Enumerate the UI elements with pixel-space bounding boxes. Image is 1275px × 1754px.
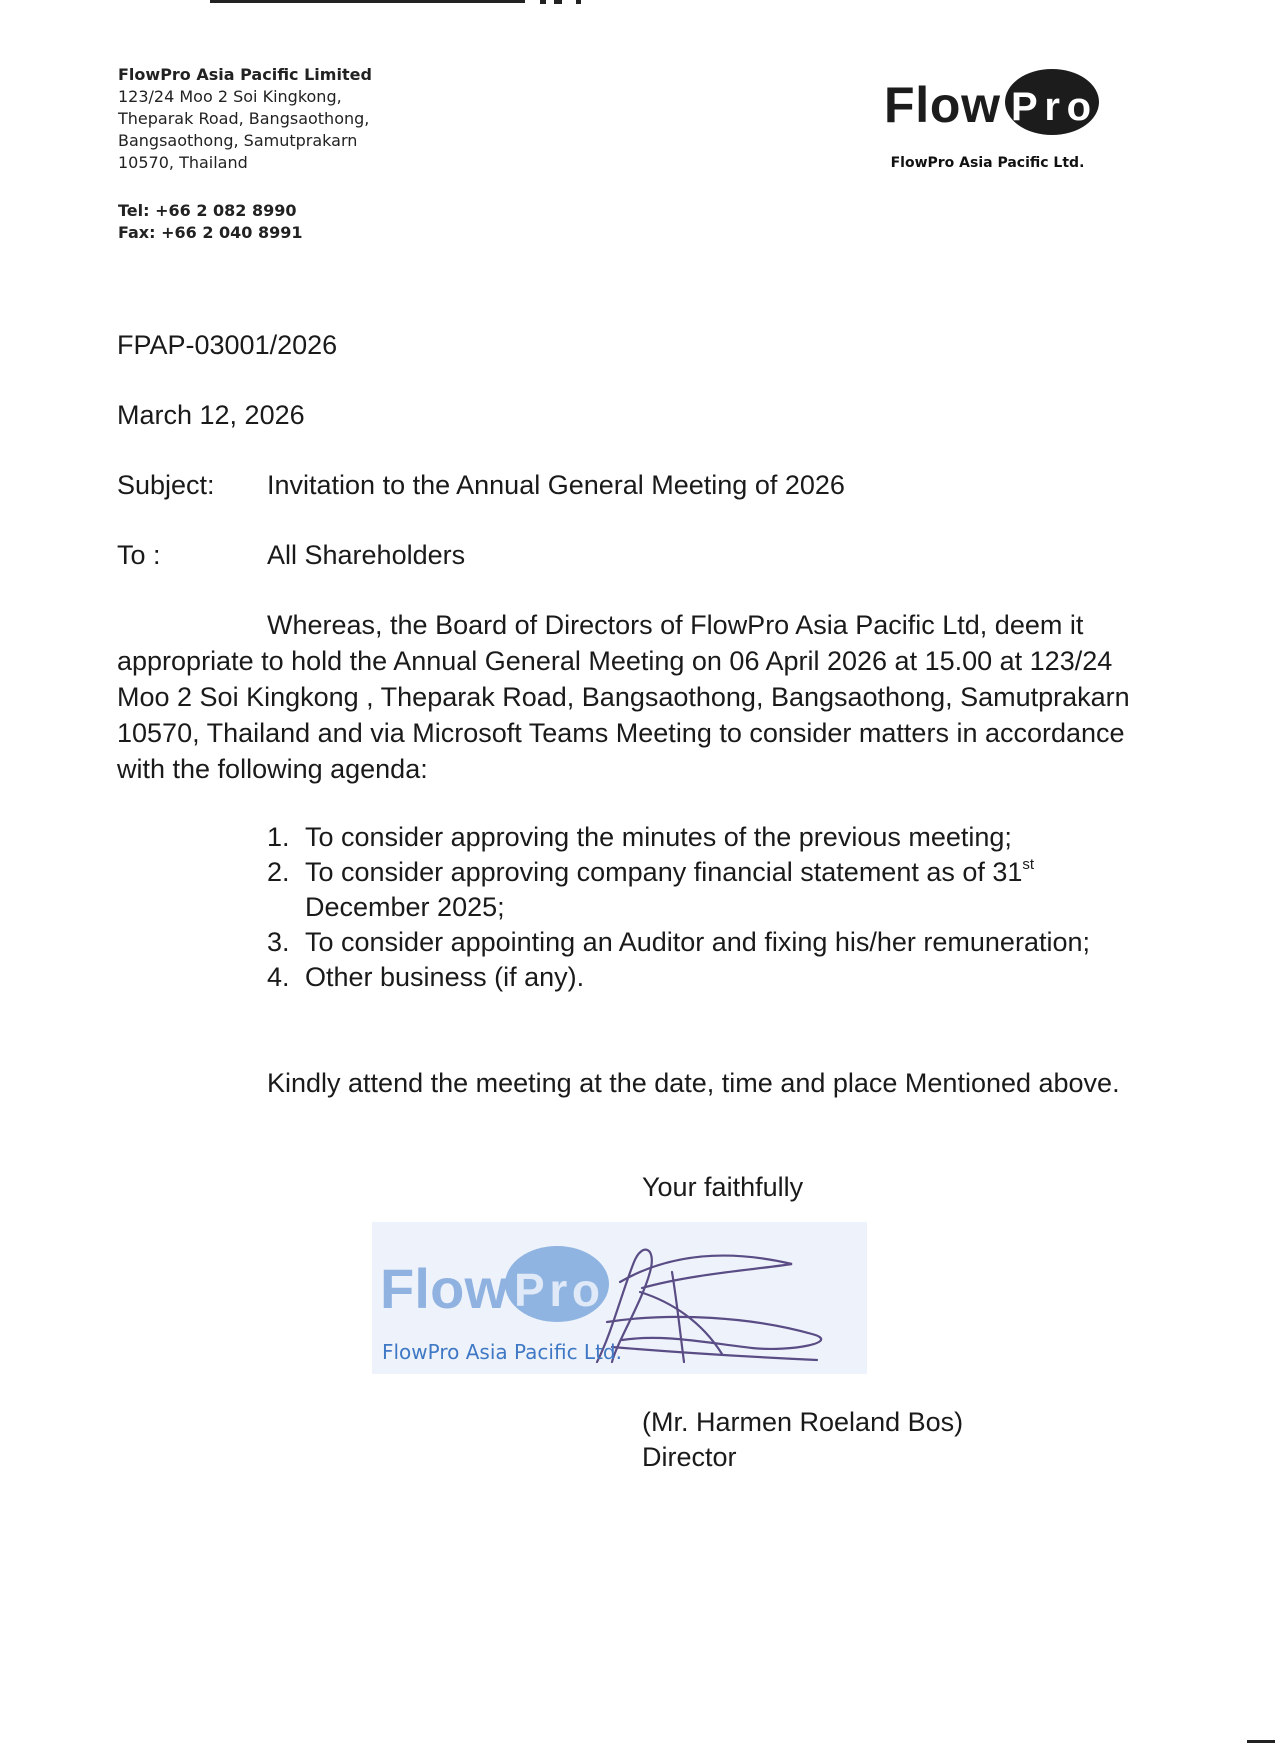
logo-word-pro: Pro	[1011, 85, 1091, 129]
logo-caption: FlowPro Asia Pacific Ltd.	[890, 155, 1085, 171]
subject-label: Subject:	[117, 470, 215, 500]
agenda-superscript: st	[1022, 856, 1035, 873]
scan-artifact-top-line	[210, 0, 525, 3]
body-paragraph-intro	[117, 607, 1137, 787]
address-line: Theparak Road, Bangsaothong,	[118, 109, 370, 128]
agenda-number: 4.	[267, 962, 290, 992]
signatory-title: Director	[642, 1442, 737, 1472]
agenda-item	[267, 925, 1127, 960]
letter-date: March 12, 2026	[117, 400, 305, 430]
agenda-number: 3.	[267, 927, 290, 957]
stamp-caption: FlowPro Asia Pacific Ltd.	[382, 1340, 622, 1364]
letterhead-address	[118, 64, 372, 174]
closing-paragraph-text: Kindly attend the meeting at the date, time and place Mentioned above.	[267, 1068, 1120, 1098]
flowpro-logo-icon	[880, 60, 1100, 150]
reference-number: FPAP-03001/2026	[117, 330, 338, 360]
agenda-text: Other business (if any).	[305, 962, 585, 992]
address-line: Bangsaothong, Samutprakarn	[118, 131, 358, 150]
agenda-item	[267, 960, 1127, 995]
agenda-text-continued: December 2025;	[305, 892, 505, 922]
to-text: All Shareholders	[267, 540, 466, 570]
logo-word-flow: Flow	[884, 77, 1000, 133]
intro-text: Whereas, the Board of Directors of FlowPro Asia Pacific Ltd, deem it appropriate to hold the Annual General Meeting on 06 April 2026 at 15.00 at 123/24 Moo 2 Soi Kingkong , Theparak Road, Bangsaothong, Bangsaothong, Samutprakarn 10570, Thailand and via Microsoft Teams Meeting to consider matters in accordance with the following agenda:	[117, 610, 1130, 784]
agenda-item	[267, 820, 1127, 855]
tel-number: Tel: +66 2 082 8990	[118, 201, 297, 220]
signatory-name: (Mr. Harmen Roeland Bos)	[642, 1407, 964, 1437]
company-logo	[880, 60, 1100, 180]
letterhead-contact	[118, 200, 303, 244]
agenda-number: 2.	[267, 857, 290, 887]
fax-number: Fax: +66 2 040 8991	[118, 223, 303, 242]
address-line: 123/24 Moo 2 Soi Kingkong,	[118, 87, 342, 106]
agenda-text: To consider approving company financial statement as of 31	[305, 857, 1023, 887]
company-name: FlowPro Asia Pacific Limited	[118, 65, 372, 84]
scan-artifact-right-tick	[1247, 1740, 1275, 1743]
body-paragraph-closing	[117, 1065, 1137, 1101]
agenda-text: To consider approving the minutes of the previous meeting;	[305, 822, 1012, 852]
subject-text: Invitation to the Annual General Meeting of 2026	[267, 470, 845, 500]
address-line: 10570, Thailand	[118, 153, 248, 172]
to-label: To :	[117, 540, 161, 570]
agenda-number: 1.	[267, 822, 290, 852]
scan-artifact-top-marks	[540, 0, 620, 4]
agenda-text: To consider appointing an Auditor and fixing his/her remuneration;	[305, 927, 1090, 957]
agenda-item	[267, 855, 1127, 925]
signatory-block	[642, 1405, 963, 1475]
agenda-list	[267, 820, 1127, 995]
stamp-word-flow: Flow	[380, 1257, 508, 1320]
company-stamp	[372, 1222, 867, 1374]
closing-salutation: Your faithfully	[642, 1172, 804, 1202]
stamp-word-pro: Pro	[514, 1264, 600, 1316]
